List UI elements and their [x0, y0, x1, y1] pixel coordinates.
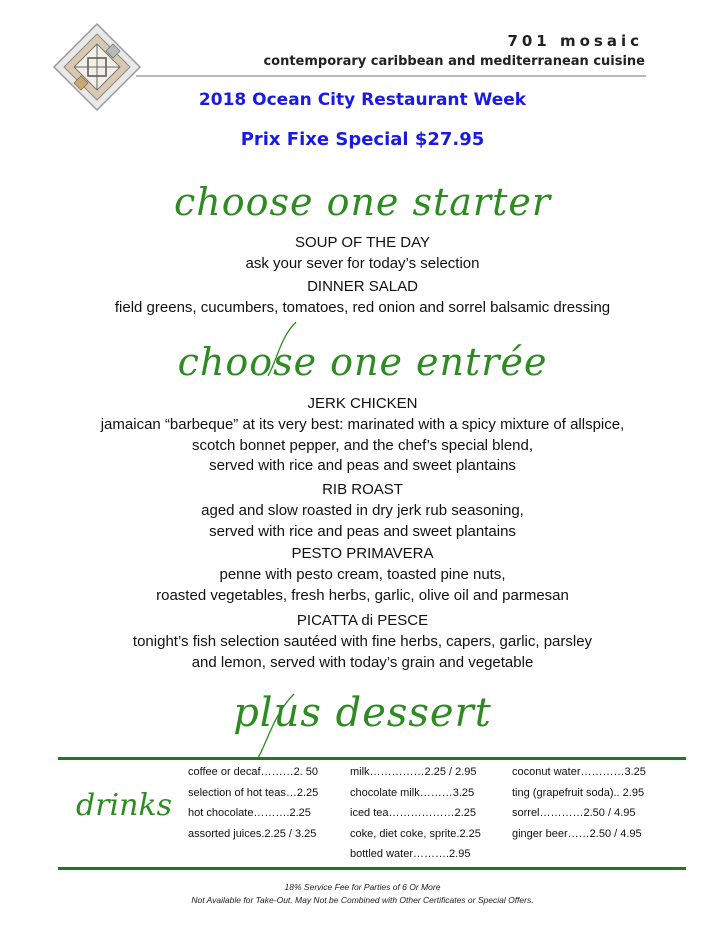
drink-item: assorted juices.2.25 / 3.25: [188, 827, 317, 840]
course-description: served with rice and peas and sweet plantains: [209, 522, 516, 540]
drink-item: bottled water……….2.95: [350, 848, 471, 860]
course-name: DINNER SALAD: [307, 278, 418, 295]
drink-item: coconut water…………3.25: [512, 766, 646, 778]
drinks-heading: drinks: [76, 788, 173, 823]
prix-fixe-price: Prix Fixe Special $27.95: [240, 129, 485, 150]
drinks-column-3: [512, 762, 646, 844]
drink-item: ginger beer……2.50 / 4.95: [512, 827, 642, 840]
entree-picatta-di-pesce: [0, 611, 725, 673]
starters-heading: choose one starter: [173, 180, 551, 224]
course-description: scotch bonnet pepper, and the chef’s special blend,: [191, 436, 534, 454]
course-description: and lemon, served with today’s grain and vegetable: [191, 653, 534, 671]
drinks-column-1: [188, 762, 318, 844]
drink-item: chocolate milk………3.25: [350, 786, 475, 799]
course-name: JERK CHICKEN: [307, 395, 418, 412]
entrees-heading: choose one entrée: [177, 340, 548, 384]
header-divider: [136, 75, 646, 77]
drink-item: ting (grapefruit soda).. 2.95: [512, 786, 645, 799]
drinks-top-divider: [58, 757, 686, 760]
entree-jerk-chicken: [0, 394, 725, 477]
restaurant-name: 701 mosaic: [507, 32, 643, 50]
drink-item: coke, diet coke, sprite.2.25: [350, 827, 481, 840]
course-description: served with rice and peas and sweet plantains: [209, 457, 516, 475]
course-name: PICATTA di PESCE: [296, 612, 429, 629]
restrictions-note: Not Available for Take-Out. May Not be Combined with Other Certificates or Special Offers.: [191, 895, 534, 905]
entree-rib-roast: [0, 480, 725, 542]
course-name: RIB ROAST: [322, 481, 403, 498]
drink-item: selection of hot teas…2.25: [188, 786, 319, 799]
starter-soup: [0, 233, 725, 275]
drink-item: milk……………2.25 / 2.95: [350, 766, 477, 778]
drinks-bottom-divider: [58, 867, 686, 870]
course-name: PESTO PRIMAVERA: [291, 545, 434, 562]
drink-item: hot chocolate……….2.25: [188, 807, 311, 819]
course-description: roasted vegetables, fresh herbs, garlic, olive oil and parmesan: [156, 586, 569, 604]
drink-item: sorrel…………2.50 / 4.95: [512, 807, 636, 819]
drink-item: coffee or decaf………2. 50: [188, 766, 319, 778]
course-description: penne with pesto cream, toasted pine nuts,: [219, 565, 506, 583]
course-description: ask your sever for today’s selection: [245, 254, 480, 272]
service-fee-note: 18% Service Fee for Parties of 6 Or More: [284, 882, 441, 892]
starter-salad: [0, 277, 725, 319]
course-description: field greens, cucumbers, tomatoes, red onion and sorrel balsamic dressing: [114, 298, 611, 316]
drinks-column-2: [350, 762, 481, 865]
entree-pesto-primavera: [0, 544, 725, 606]
course-name: SOUP OF THE DAY: [294, 234, 431, 251]
course-description: jamaican “barbeque” at its very best: marinated with a spicy mixture of allspice,: [100, 415, 625, 433]
course-description: tonight’s fish selection sautéed with fine herbs, capers, garlic, parsley: [132, 632, 593, 650]
dessert-heading: plus dessert: [233, 690, 492, 736]
event-title: 2018 Ocean City Restaurant Week: [198, 90, 527, 110]
restaurant-tagline: contemporary caribbean and mediterranean cuisine: [263, 54, 645, 69]
course-description: aged and slow roasted in dry jerk rub seasoning,: [201, 501, 524, 519]
drink-item: iced tea………………2.25: [350, 807, 476, 819]
